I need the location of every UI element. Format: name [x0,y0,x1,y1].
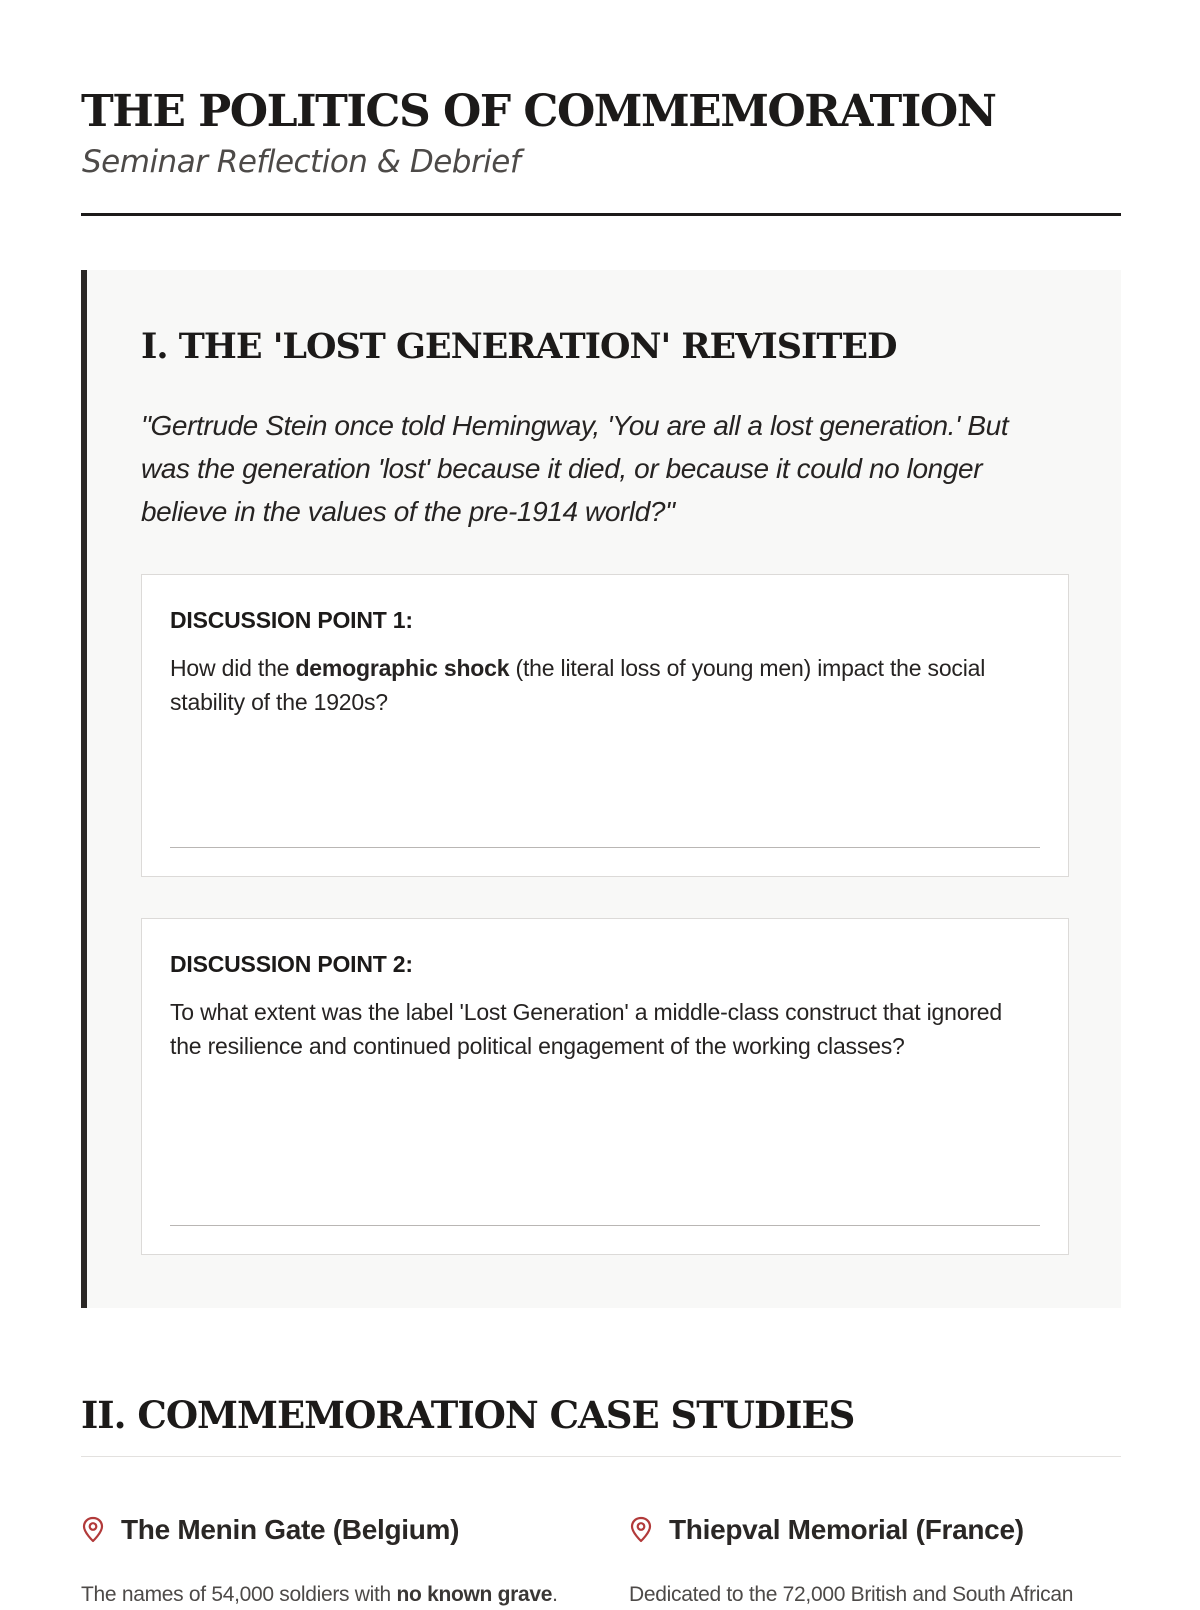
section-lost-generation [81,270,1121,1308]
case-study-title: The Menin Gate (Belgium) [121,1514,460,1545]
case-text-part: The names of 54,000 soldiers with [81,1583,397,1606]
case-study-text [81,1580,561,1610]
discussion-point-label: DISCUSSION POINT 2: [170,951,413,977]
case-text-part: . [552,1583,558,1606]
answer-line[interactable] [170,1225,1040,1226]
answer-line[interactable] [170,847,1040,848]
section-title-case-studies: II. COMMEMORATION CASE STUDIES [81,1393,855,1437]
page-title: THE POLITICS OF COMMEMORATION [81,86,996,137]
case-study-title: Thiepval Memorial (France) [669,1514,1024,1545]
case-text-emphasis: no known grave [396,1583,553,1606]
discussion-text-emphasis: demographic shock [295,655,510,681]
case-study-text: Dedicated to the 72,000 British and South African [629,1583,1074,1606]
discussion-point-text: To what extent was the label 'Lost Generation' a middle-class construct that ignored the resilience and continued political engagement of the working classes? [170,999,1002,1059]
map-pin-icon [629,1516,653,1544]
section-quote: "Gertrude Stein once told Hemingway, 'You are all a lost generation.' But was the generation 'lost' because it died, or because it could no longer believe in the values of the pre-1914 world?" [141,410,1009,527]
discussion-point-2 [141,918,1069,1255]
page-subtitle: Seminar Reflection & Debrief [82,144,521,180]
discussion-point-label: DISCUSSION POINT 1: [170,607,413,633]
discussion-text-part: How did the [170,655,296,681]
discussion-point-text [170,651,1030,719]
discussion-point-1 [141,574,1069,877]
section-title: I. THE 'LOST GENERATION' REVISITED [141,326,897,367]
section-divider [81,1456,1121,1457]
discussion-text-part: (the literal loss of young men) impact the social stability of the 1920s? [170,655,986,715]
map-pin-icon [81,1516,105,1544]
header-divider [81,213,1121,216]
